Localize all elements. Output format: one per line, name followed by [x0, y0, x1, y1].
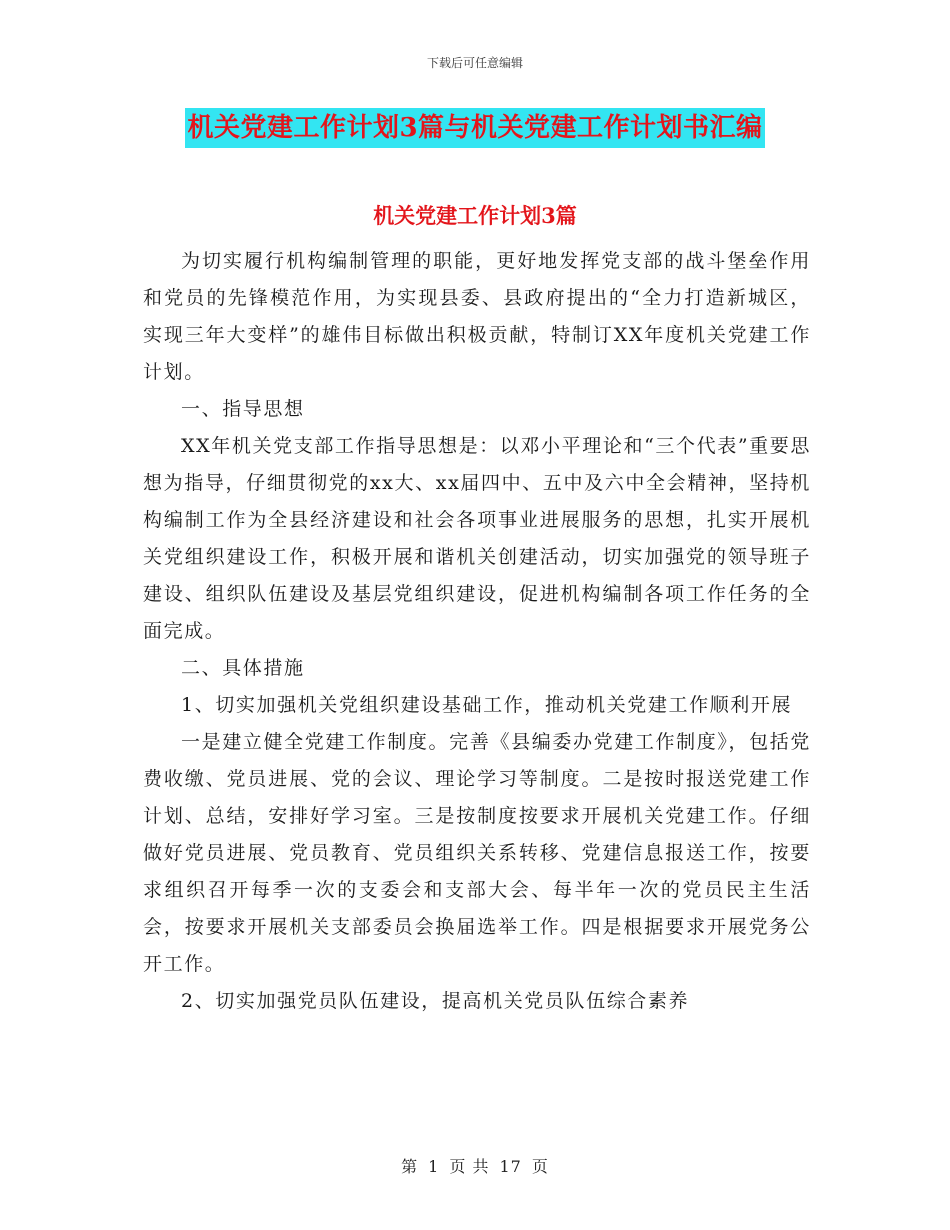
- footer-middle: 页 共: [449, 1157, 490, 1176]
- paragraph-guiding-ideology: XX年机关党支部工作指导思想是：以邓小平理论和“三个代表”重要思想为指导，仔细贯彻党的xx大、xx届四中、五中及六中全会精神，坚持机构编制工作为全县经济建设和社会各项事业进展服务的思想，扎实开展机关党组织建设工作，积极开展和谐机关创建活动，切实加强党的领导班子建设、组织队伍建设及基层党组织建设，促进机构编制各项工作任务的全面完成。: [143, 435, 811, 642]
- document-body: [143, 243, 811, 1020]
- footer-prefix: 第: [401, 1157, 419, 1176]
- footer-page-number: 1: [428, 1157, 440, 1176]
- paragraph-intro: 为切实履行机构编制管理的职能，更好地发挥党支部的战斗堡垒作用和党员的先锋模范作用，为实现县委、县政府提出的“全力打造新城区，实现三年大变样”的雄伟目标做出积极贡献，特制订XX年度机关党建工作计划。: [143, 250, 811, 383]
- heading-specific-measures: 二、具体措施: [181, 657, 305, 679]
- footer-suffix: 页: [531, 1157, 549, 1176]
- heading-guiding-ideology: 一、指导思想: [181, 398, 305, 420]
- header-note: 下载后可任意编辑: [426, 56, 523, 70]
- main-title-container: [0, 108, 950, 148]
- footer-total-pages: 17: [499, 1157, 522, 1176]
- heading-measure-1: 1、切实加强机关党组织建设基础工作，推动机关党建工作顺利开展: [181, 694, 793, 716]
- heading-measure-2: 2、切实加强党员队伍建设，提高机关党员队伍综合素养: [181, 990, 690, 1012]
- sub-title: 机关党建工作计划3篇: [373, 203, 577, 228]
- paragraph-measure-1: 一是建立健全党建工作制度。完善《县编委办党建工作制度》，包括党费收缴、党员进展、党的会议、理论学习等制度。二是按时报送党建工作计划、总结，安排好学习室。三是按制度按要求开展机关党建工作。仔细做好党员进展、党员教育、党员组织关系转移、党建信息报送工作，按要求组织召开每季一次的支委会和支部大会、每半年一次的党员民主生活会，按要求开展机关支部委员会换届选举工作。四是根据要求开展党务公开工作。: [143, 731, 811, 975]
- main-title: 机关党建工作计划3篇与机关党建工作计划书汇编: [185, 108, 764, 148]
- page-footer: [0, 1154, 950, 1177]
